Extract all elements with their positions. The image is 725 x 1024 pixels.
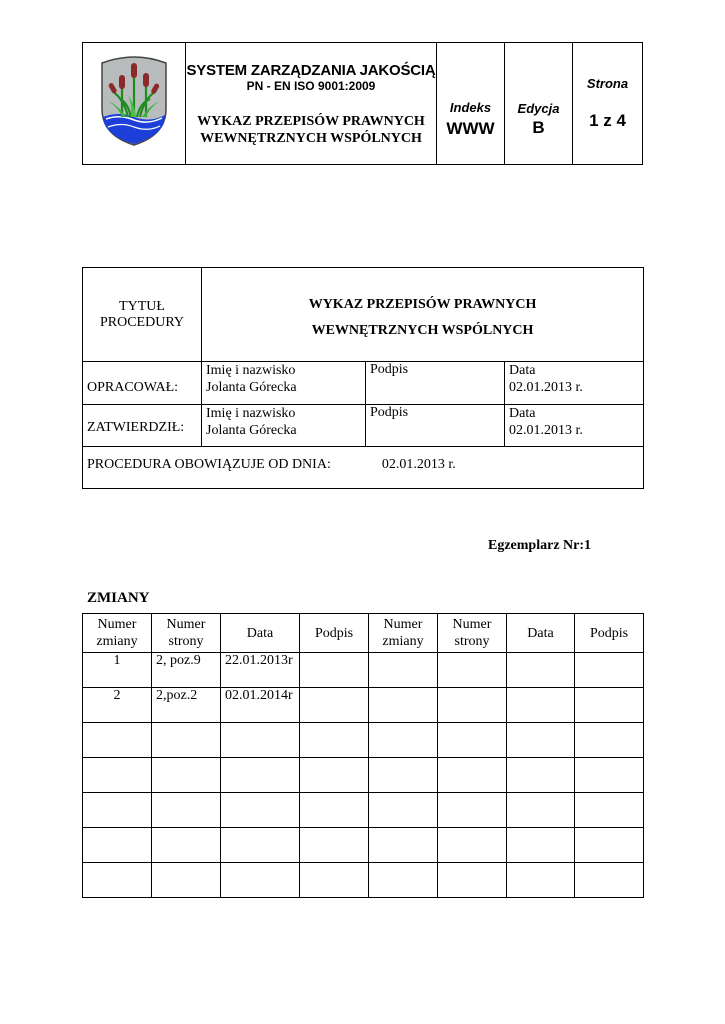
- changes-column-header: Data: [221, 614, 300, 653]
- valid-from-date: 02.01.2013 r.: [381, 457, 456, 472]
- table-cell: [438, 793, 507, 828]
- table-cell: [575, 793, 644, 828]
- changes-column-header: Podpis: [575, 614, 644, 653]
- table-row: [83, 793, 644, 828]
- approved-label: ZATWIERDZIŁ:: [83, 405, 202, 447]
- table-cell: [300, 688, 369, 723]
- table-cell: [221, 828, 300, 863]
- table-cell: [507, 723, 575, 758]
- table-cell: [221, 863, 300, 898]
- procedure-title-label-cell: TYTUŁ PROCEDURY: [83, 268, 202, 362]
- table-cell: [369, 863, 438, 898]
- table-cell: [83, 828, 152, 863]
- table-row: [83, 758, 644, 793]
- copy-number: Egzemplarz Nr:1: [488, 538, 592, 553]
- table-cell: [221, 758, 300, 793]
- table-cell: [507, 863, 575, 898]
- prepared-date-cell: Data 02.01.2013 r.: [505, 362, 644, 405]
- table-cell: [507, 653, 575, 688]
- logo-cell: [83, 43, 186, 165]
- document-title: WYKAZ PRZEPISÓW PRAWNYCH WEWNĘTRZNYCH WSPÓLNYCH: [197, 114, 425, 146]
- table-cell: [152, 863, 221, 898]
- changes-column-header: Podpis: [300, 614, 369, 653]
- changes-heading: ZMIANY: [87, 590, 150, 606]
- table-cell: [369, 723, 438, 758]
- index-label: Indeks: [449, 100, 492, 115]
- table-cell: [152, 828, 221, 863]
- table-cell: [575, 863, 644, 898]
- prepared-label: OPRACOWAŁ:: [83, 362, 202, 405]
- table-cell: [369, 653, 438, 688]
- table-cell: [83, 723, 152, 758]
- valid-from-label: PROCEDURA OBOWIĄZUJE OD DNIA:: [87, 457, 331, 472]
- edition-cell: [505, 43, 573, 165]
- procedure-title-cell: WYKAZ PRZEPISÓW PRAWNYCH WEWNĘTRZNYCH WSPÓLNYCH: [202, 268, 644, 362]
- table-cell: 22.01.2013r: [221, 653, 300, 688]
- table-cell: [575, 688, 644, 723]
- edition-value: B: [532, 118, 545, 137]
- changes-column-header: Numer zmiany: [369, 614, 438, 653]
- table-cell: [575, 828, 644, 863]
- table-cell: [369, 793, 438, 828]
- table-cell: [438, 828, 507, 863]
- table-cell: [369, 758, 438, 793]
- table-cell: 02.01.2014r: [221, 688, 300, 723]
- table-row: [83, 863, 644, 898]
- prepared-name-cell: Imię i nazwisko Jolanta Górecka: [202, 362, 366, 405]
- table-cell: [221, 723, 300, 758]
- approved-signature-cell: Podpis: [366, 405, 505, 447]
- system-title: SYSTEM ZARZĄDZANIA JAKOŚCIĄ: [186, 62, 436, 79]
- changes-column-header: Numer strony: [438, 614, 507, 653]
- page-value: 1 z 4: [589, 111, 626, 130]
- table-cell: [438, 653, 507, 688]
- valid-from-row: [83, 447, 644, 489]
- table-cell: [152, 723, 221, 758]
- page-label: Strona: [586, 76, 629, 91]
- table-cell: [300, 723, 369, 758]
- table-cell: [507, 828, 575, 863]
- table-cell: 2: [83, 688, 152, 723]
- table-cell: [507, 793, 575, 828]
- document-header: [82, 42, 643, 165]
- table-cell: [300, 828, 369, 863]
- changes-column-header: Data: [507, 614, 575, 653]
- changes-column-header: Numer zmiany: [83, 614, 152, 653]
- table-cell: 2,poz.2: [152, 688, 221, 723]
- table-cell: 2, poz.9: [152, 653, 221, 688]
- coat-of-arms-logo: [98, 55, 170, 147]
- table-cell: [575, 758, 644, 793]
- table-cell: [221, 793, 300, 828]
- table-row: [83, 653, 644, 688]
- page-cell: [573, 43, 643, 165]
- approved-date-cell: Data 02.01.2013 r.: [505, 405, 644, 447]
- table-cell: [300, 863, 369, 898]
- approved-name-cell: Imię i nazwisko Jolanta Górecka: [202, 405, 366, 447]
- changes-table: [82, 613, 644, 898]
- changes-header-row: [83, 614, 644, 653]
- table-cell: [300, 758, 369, 793]
- prepared-signature-cell: Podpis: [366, 362, 505, 405]
- table-cell: [438, 723, 507, 758]
- table-cell: [369, 688, 438, 723]
- table-cell: [369, 828, 438, 863]
- prepared-name: Jolanta Górecka: [206, 380, 297, 395]
- edition-label: Edycja: [517, 101, 560, 116]
- table-cell: 1: [83, 653, 152, 688]
- header-title-cell: [186, 43, 437, 165]
- table-cell: [83, 863, 152, 898]
- table-row: [83, 723, 644, 758]
- table-cell: [507, 758, 575, 793]
- table-cell: [152, 793, 221, 828]
- approved-name: Jolanta Górecka: [206, 423, 297, 438]
- index-cell: [437, 43, 505, 165]
- table-cell: [438, 863, 507, 898]
- changes-column-header: Numer strony: [152, 614, 221, 653]
- table-cell: [83, 758, 152, 793]
- procedure-table: [82, 267, 644, 489]
- prepared-date: 02.01.2013 r.: [509, 380, 583, 395]
- table-cell: [575, 723, 644, 758]
- table-cell: [438, 688, 507, 723]
- table-cell: [507, 688, 575, 723]
- table-cell: [300, 653, 369, 688]
- table-cell: [152, 758, 221, 793]
- approved-date: 02.01.2013 r.: [509, 423, 583, 438]
- table-row: [83, 688, 644, 723]
- table-cell: [438, 758, 507, 793]
- norm-label: PN - EN ISO 9001:2009: [246, 79, 376, 93]
- table-cell: [575, 653, 644, 688]
- table-cell: [300, 793, 369, 828]
- index-value: WWW: [446, 119, 495, 138]
- changes-body: [83, 653, 644, 898]
- table-row: [83, 828, 644, 863]
- table-cell: [83, 793, 152, 828]
